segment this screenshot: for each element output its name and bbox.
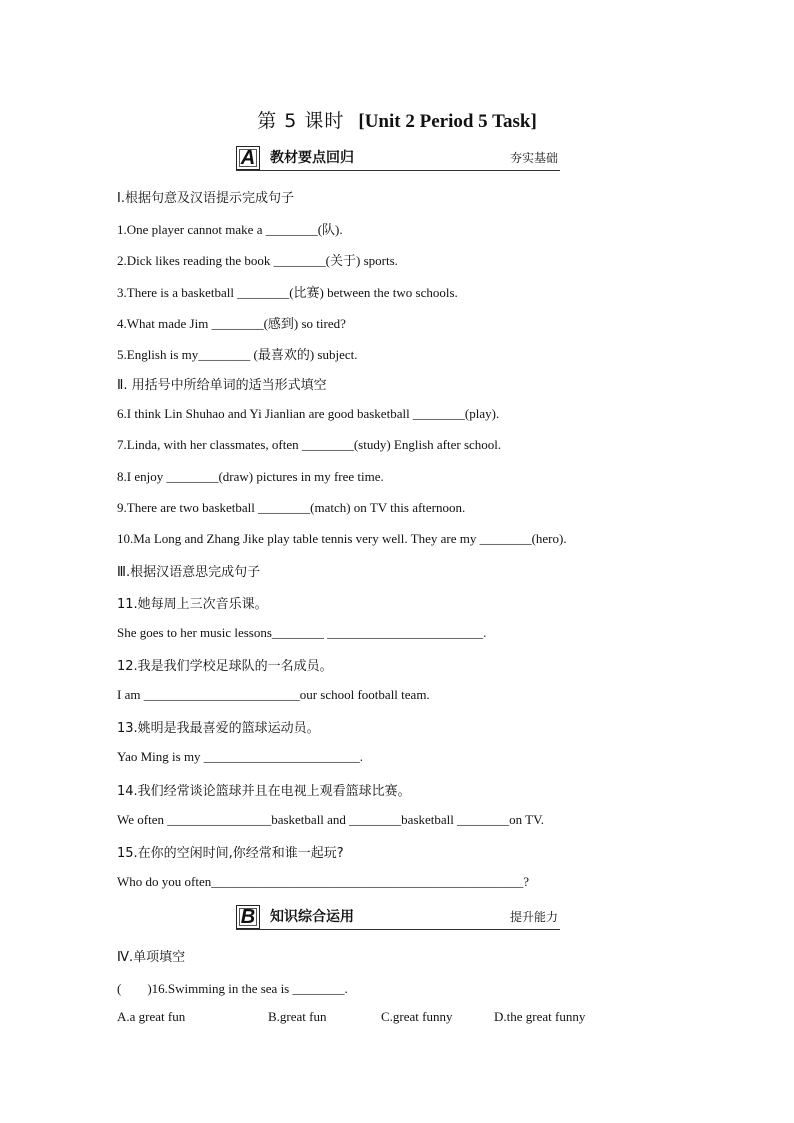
question-5: 5.English is my________ (最喜欢的) subject. [117, 347, 358, 362]
question-4: 4.What made Jim ________(感到) so tired? [117, 316, 346, 331]
banner-a-title: 教材要点回归 [270, 150, 354, 166]
title-cn: 第 5 课时 [257, 110, 345, 132]
question-10: 10.Ma Long and Zhang Jike play table tennis very well. They are my ________(hero). [117, 531, 567, 546]
question-11-prompt: 11.她每周上三次音乐课。 [117, 597, 268, 612]
title-en: [Unit 2 Period 5 Task] [358, 111, 537, 132]
question-12-prompt: 12.我是我们学校足球队的一名成员。 [117, 659, 333, 674]
question-9: 9.There are two basketball ________(match) on TV this afternoon. [117, 500, 466, 515]
question-2: 2.Dick likes reading the book ________(关于) sports. [117, 253, 398, 268]
option-a: A.a great fun [117, 1009, 186, 1024]
page-title [0, 106, 794, 133]
question-13-prompt: 13.姚明是我最喜爱的篮球运动员。 [117, 721, 320, 736]
section-3-heading: Ⅲ.根据汉语意思完成句子 [117, 565, 261, 580]
option-d: D.the great funny [494, 1009, 586, 1024]
section-1-heading: Ⅰ.根据句意及汉语提示完成句子 [117, 191, 294, 206]
section-4-heading: Ⅳ.单项填空 [117, 950, 186, 965]
banner-b-title: 知识综合运用 [270, 909, 354, 925]
question-12-answer: I am ________________________our school football team. [117, 687, 430, 702]
question-3: 3.There is a basketball ________(比赛) between the two schools. [117, 285, 458, 300]
option-b: B.great fun [268, 1009, 327, 1024]
question-15-answer: Who do you often________________________________________________? [117, 874, 530, 889]
section-2-heading: Ⅱ. 用括号中所给单词的适当形式填空 [117, 378, 327, 393]
badge-b-icon: B [236, 905, 260, 929]
question-7: 7.Linda, with her classmates, often ________(study) English after school. [117, 437, 502, 452]
question-14-answer: We often ________________basketball and ________basketball ________on TV. [117, 812, 545, 827]
banner-b-tag: 提升能力 [509, 910, 558, 924]
badge-a-icon: A [236, 146, 260, 170]
question-11-answer: She goes to her music lessons________ ________________________. [117, 625, 487, 640]
option-c: C.great funny [381, 1009, 453, 1024]
question-6: 6.I think Lin Shuhao and Yi Jianlian are good basketball ________(play). [117, 406, 500, 421]
question-15-prompt: 15.在你的空闲时间,你经常和谁一起玩? [117, 846, 344, 861]
question-16: ( )16.Swimming in the sea is ________. [117, 981, 348, 996]
question-13-answer: Yao Ming is my ________________________. [117, 749, 364, 764]
question-1: 1.One player cannot make a ________(队). [117, 222, 343, 237]
section-banner-a [236, 146, 560, 171]
banner-a-tag: 夯实基础 [509, 151, 558, 165]
question-8: 8.I enjoy ________(draw) pictures in my free time. [117, 469, 384, 484]
section-banner-b [236, 905, 560, 930]
question-14-prompt: 14.我们经常谈论篮球并且在电视上观看篮球比赛。 [117, 784, 411, 799]
